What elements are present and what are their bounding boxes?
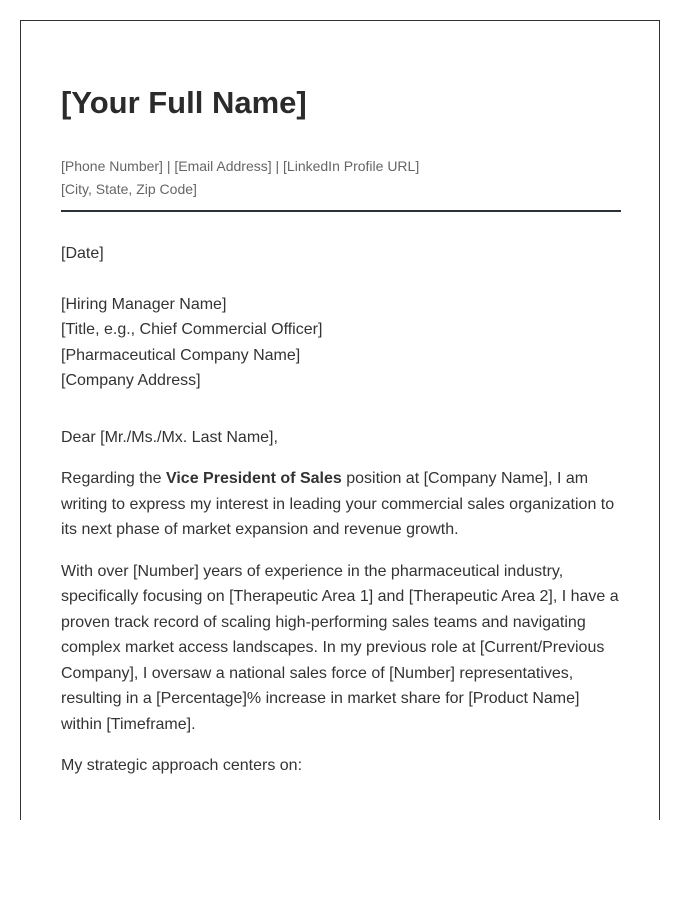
letter-date: [Date] <box>61 245 104 262</box>
experience-paragraph: With over [Number] years of experience in the pharmaceutical industry, specifically focusing on [Therapeutic Area 1] and [Therapeutic Area 2], I have a proven track record of scaling high-performing sales teams and navigating complex market access landscapes. In my previous role at [Current/Previous Company], I oversaw a national sales force of [Number] representatives, resulting in a [Percentage]% increase in market share for [Product Name] within [Timeframe]. <box>61 562 619 733</box>
recipient-address: [Company Address] <box>61 372 201 389</box>
contact-block <box>61 155 621 201</box>
intro-suffix: position at [Company Name], I am writing to express my interest in leading your commercial sales organization to its next phase of market expansion and revenue growth. <box>61 470 615 538</box>
location-line: [City, State, Zip Code] <box>61 181 197 197</box>
intro-paragraph <box>61 466 621 543</box>
salutation: Dear [Mr./Ms./Mx. Last Name], <box>61 428 278 446</box>
recipient-name: [Hiring Manager Name] <box>61 295 227 313</box>
recipient-block <box>61 292 621 394</box>
strategy-intro: My strategic approach centers on: <box>61 757 303 774</box>
contact-line: [Phone Number] | [Email Address] | [LinkedIn Profile URL] <box>61 158 420 174</box>
letter-body <box>61 241 621 795</box>
header-divider <box>61 210 621 212</box>
letter-page <box>20 20 660 820</box>
recipient-company: [Pharmaceutical Company Name] <box>61 346 301 364</box>
applicant-name: [Your Full Name] <box>61 85 307 120</box>
recipient-title: [Title, e.g., Chief Commercial Officer] <box>61 321 323 338</box>
intro-prefix: Regarding the <box>61 470 166 487</box>
position-title: Vice President of Sales <box>165 470 342 487</box>
